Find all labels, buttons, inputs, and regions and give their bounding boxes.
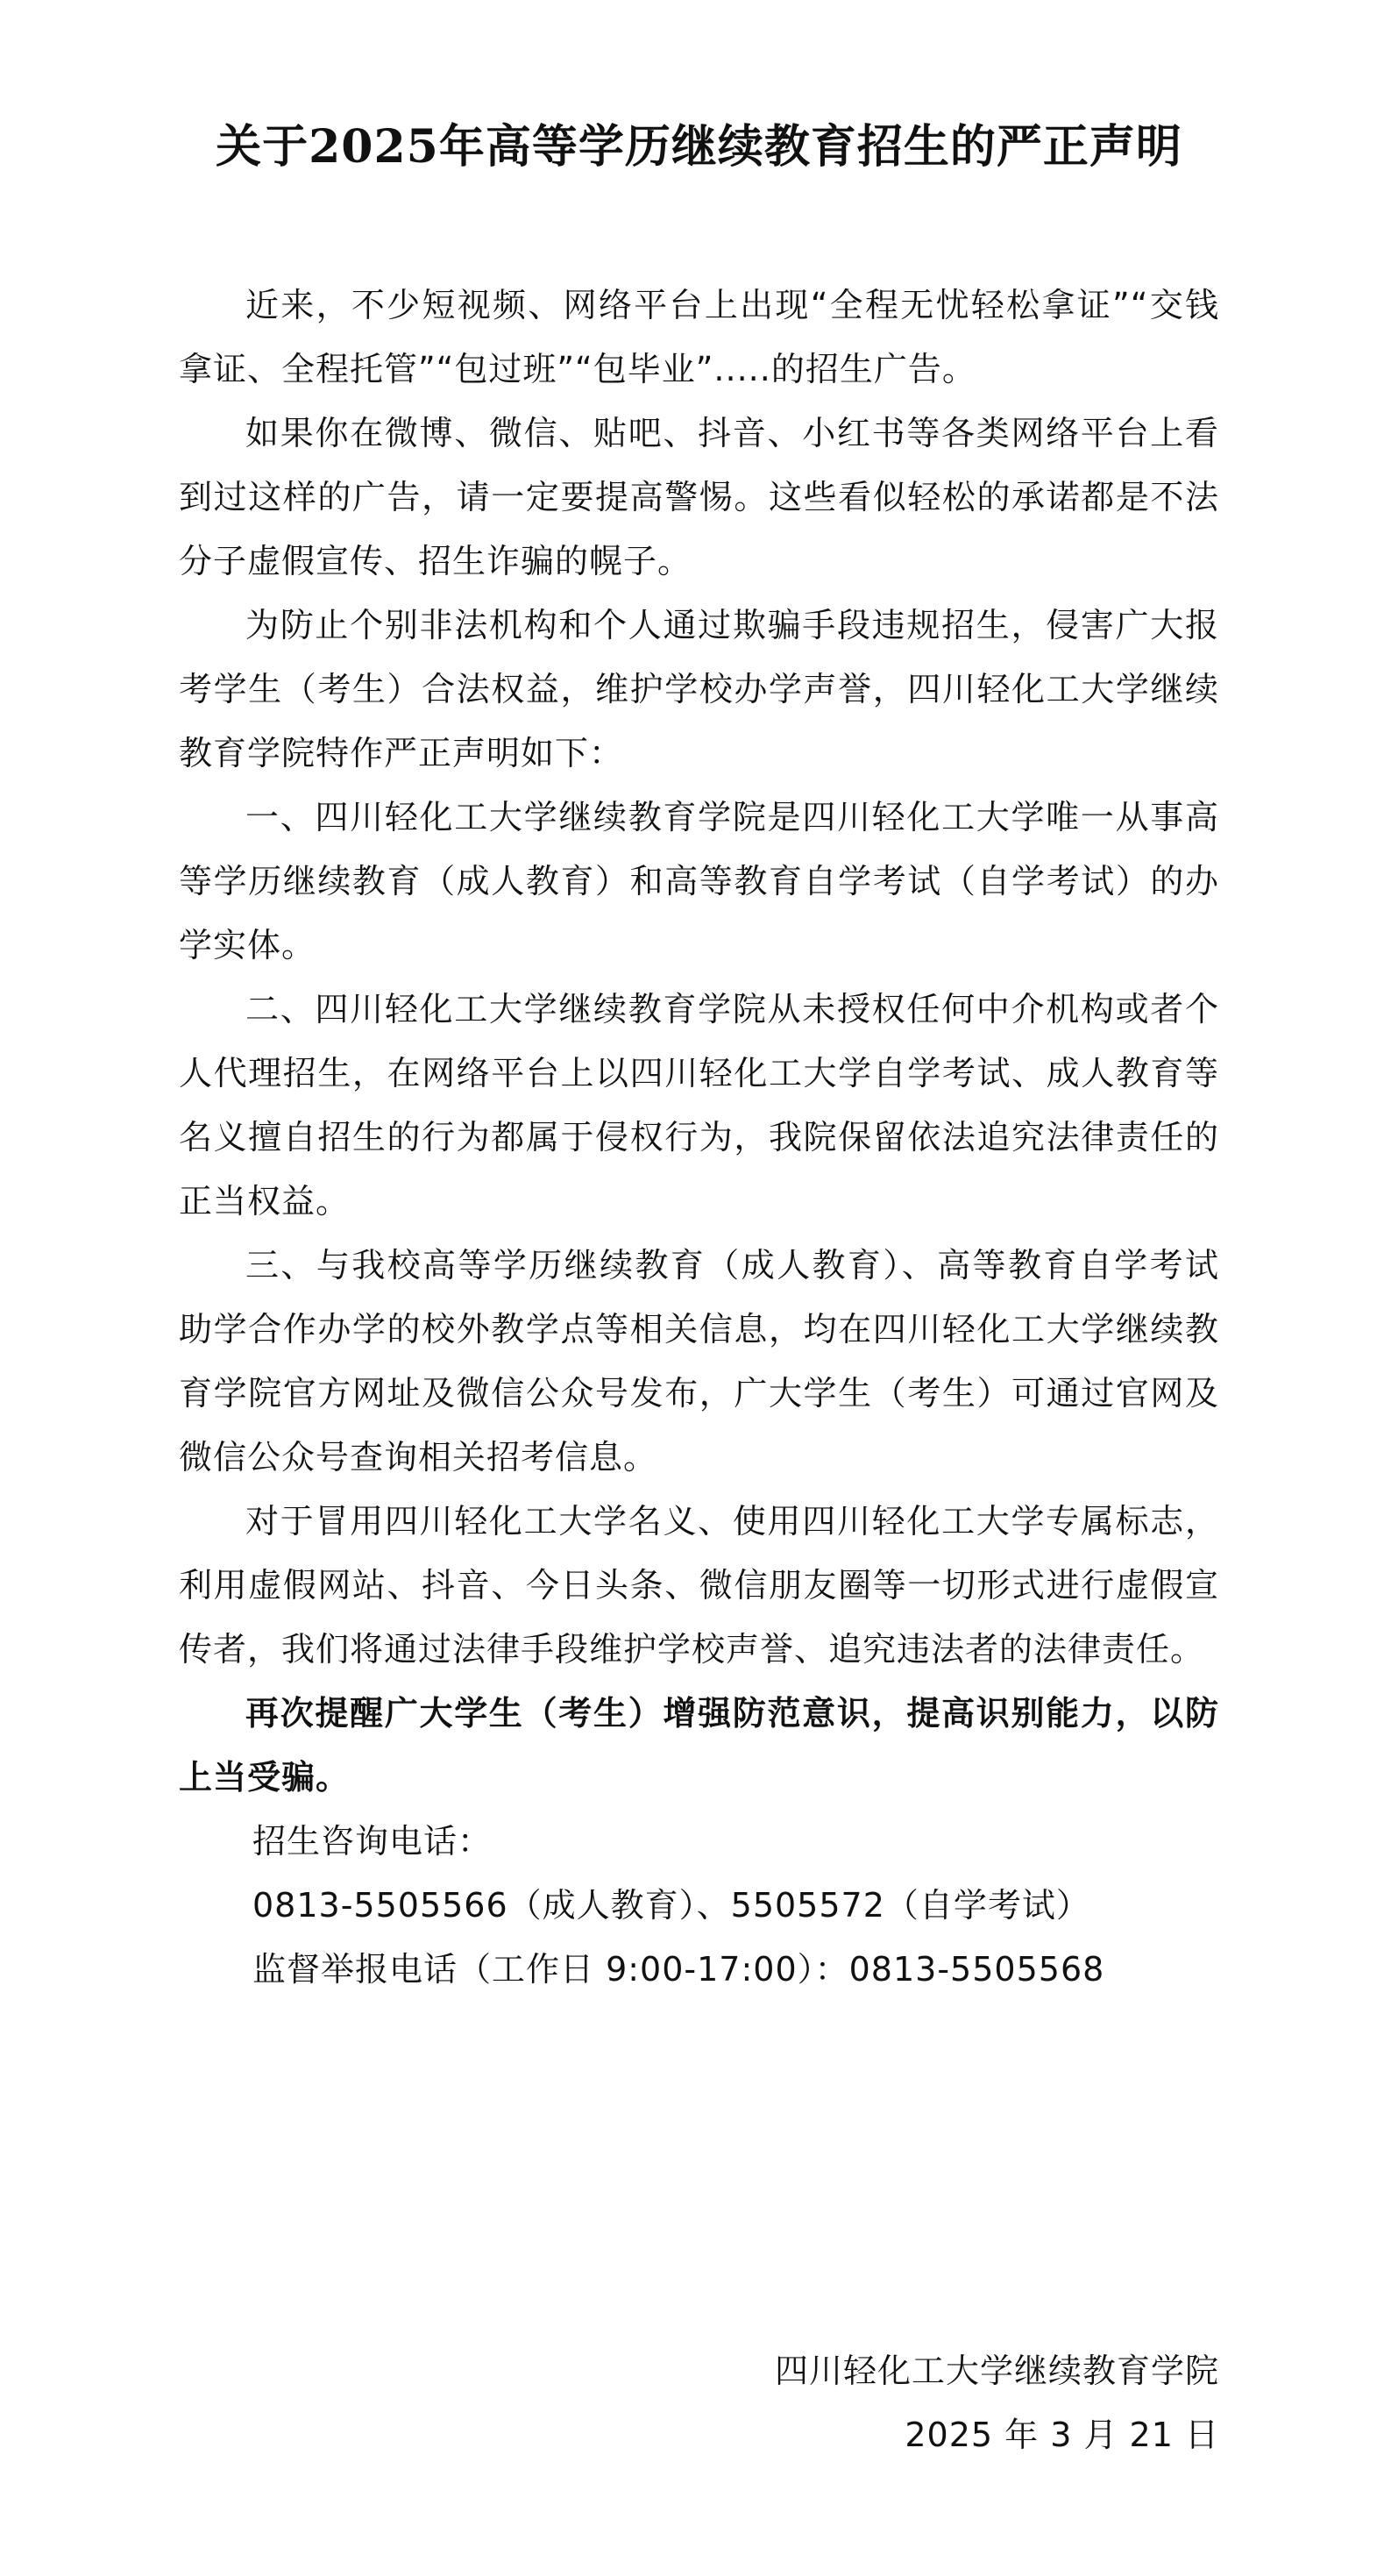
paragraph-statement-intro: 为防止个别非法机构和个人通过欺骗手段违规招生，侵害广大报考学生（考生）合法权益，维护学校办学声誉，四川轻化工大学继续教育学院特作严正声明如下： <box>179 606 1219 772</box>
paragraph-platform-alert: 如果你在微博、微信、贴吧、抖音、小红书等各类网络平台上看到过这样的广告，请一定要提高警惕。这些看似轻松的承诺都是不法分子虚假宣传、招生诈骗的幌子。 <box>179 414 1219 580</box>
document-title: 关于2025年高等学历继续教育招生的严正声明 <box>216 120 1182 174</box>
paragraph-legal-action: 对于冒用四川轻化工大学名义、使用四川轻化工大学专属标志，利用虚假网站、抖音、今日头条、微信朋友圈等一切形式进行虚假宣传者，我们将通过法律手段维护学校声誉、追究违法者的法律责任。 <box>179 1502 1219 1669</box>
contact-label: 招生咨询电话： <box>252 1822 493 1861</box>
document-body <box>179 274 1219 2002</box>
report-phone: 监督举报电话（工作日 9:00-17:00）：0813-5505568 <box>252 1950 1105 1989</box>
paragraph-point-one: 一、四川轻化工大学继续教育学院是四川轻化工大学唯一从事高等学历继续教育（成人教育）和高等教育自学考试（自学考试）的办学实体。 <box>179 798 1219 964</box>
contact-phones: 0813-5505566（成人教育）、5505572（自学考试） <box>252 1886 1090 1925</box>
paragraph-reminder: 再次提醒广大学生（考生）增强防范意识，提高识别能力，以防上当受骗。 <box>179 1694 1219 1797</box>
paragraph-point-three: 三、与我校高等学历继续教育（成人教育）、高等教育自学考试助学合作办学的校外教学点等相关信息，均在四川轻化工大学继续教育学院官方网址及微信公众号发布，广大学生（考生）可通过官网及微信公众号查询相关招考信息。 <box>179 1246 1219 1477</box>
signature-organization: 四川轻化工大学继续教育学院 <box>774 2352 1219 2390</box>
paragraph-point-two: 二、四川轻化工大学继续教育学院从未授权任何中介机构或者个人代理招生，在网络平台上以四川轻化工大学自学考试、成人教育等名义擅自招生的行为都属于侵权行为，我院保留依法追究法律责任的正当权益。 <box>179 990 1219 1220</box>
paragraph-ads-warning: 近来，不少短视频、网络平台上出现“全程无忧轻松拿证”“交钱拿证、全程托管”“包过班”“包毕业”.....的招生广告。 <box>179 286 1219 388</box>
signature-date: 2025 年 3 月 21 日 <box>905 2416 1219 2454</box>
signature-block <box>775 2339 1219 2467</box>
